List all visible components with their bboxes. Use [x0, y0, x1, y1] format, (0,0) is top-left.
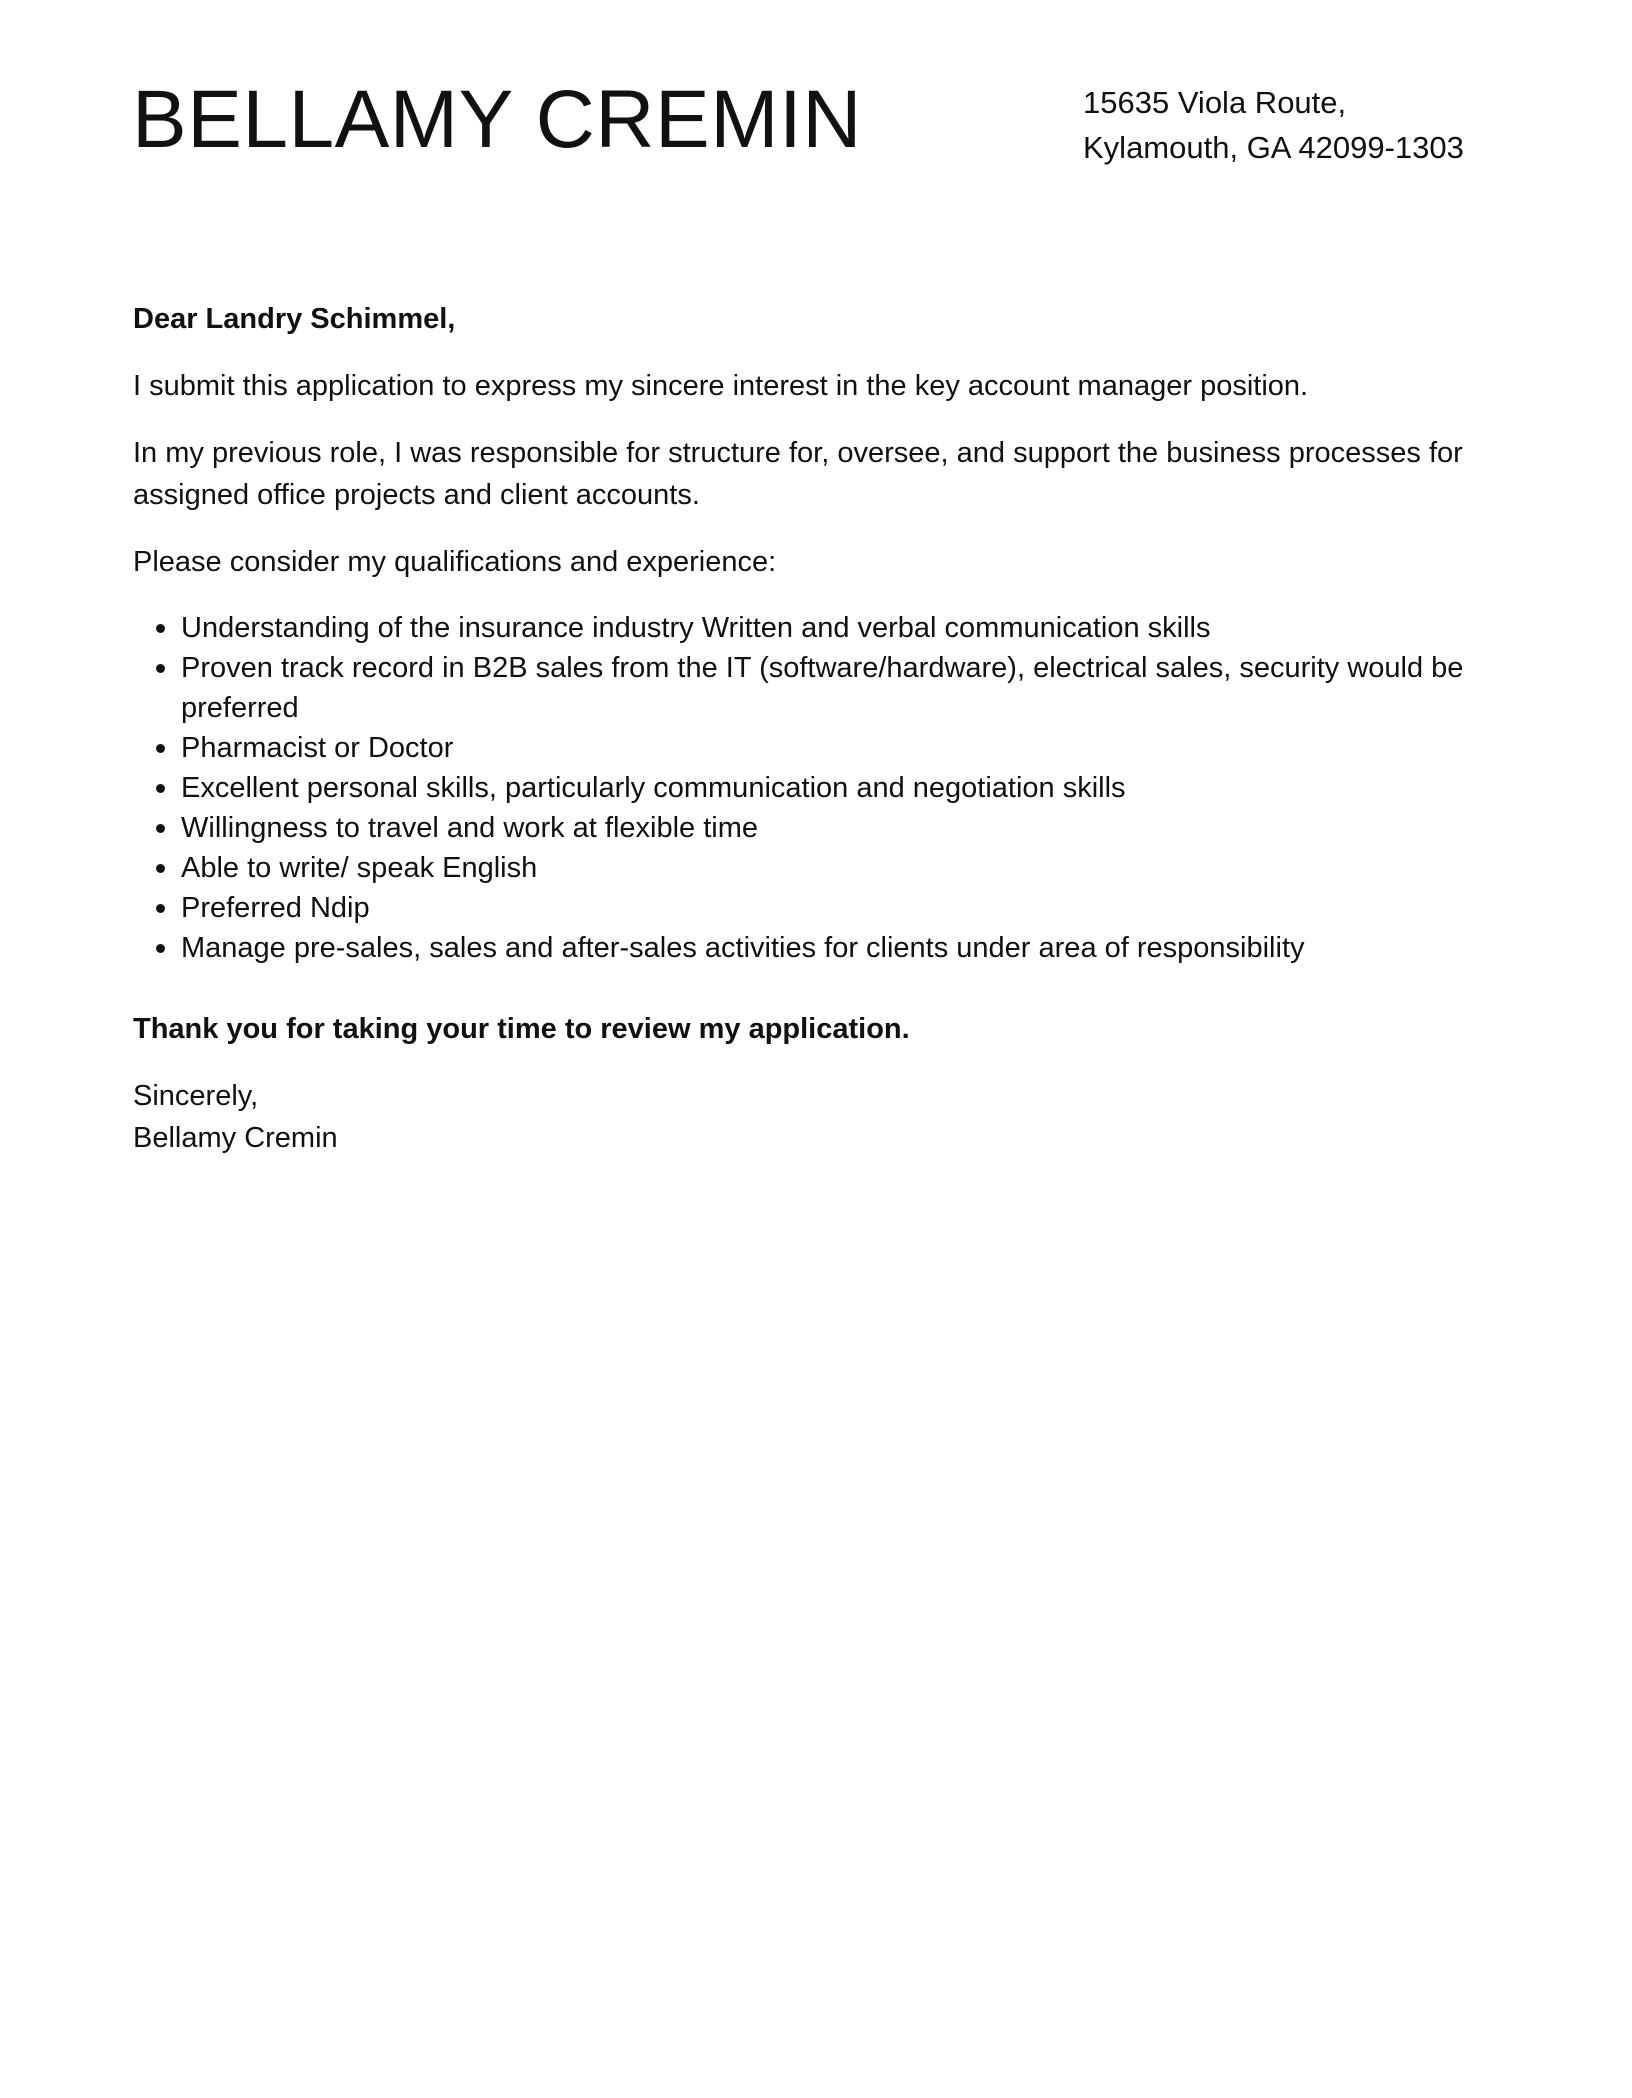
list-item: [133, 648, 1513, 728]
salutation: Dear Landry Schimmel,: [133, 303, 456, 335]
applicant-name: BELLAMY CREMIN: [132, 74, 863, 165]
qualifications-list: [133, 608, 1513, 968]
bullet-icon: [156, 664, 165, 673]
bullet-icon: [156, 864, 165, 873]
list-item-text: Proven track record in B2B sales from the IT (software/hardware), electrical sales, security would be preferred: [181, 652, 1464, 724]
bullet-icon: [156, 784, 165, 793]
list-item: [133, 808, 1513, 848]
list-item-text: Manage pre-sales, sales and after-sales activities for clients under area of responsibility: [181, 932, 1305, 964]
bullet-icon: [156, 624, 165, 633]
list-item-text: Willingness to travel and work at flexible time: [181, 812, 759, 844]
letter-body: [133, 298, 1513, 1159]
list-item-text: Pharmacist or Doctor: [181, 732, 454, 764]
closing: Sincerely,: [133, 1080, 259, 1112]
list-item: [133, 888, 1513, 928]
address-line-1: 15635 Viola Route,: [1083, 85, 1347, 120]
experience-paragraph: In my previous role, I was responsible for structure for, oversee, and support the business processes for assigned office projects and client accounts.: [133, 437, 1463, 511]
thank-you-line: Thank you for taking your time to review my application.: [133, 1013, 910, 1045]
list-item-text: Understanding of the insurance industry Written and verbal communication skills: [181, 612, 1211, 644]
list-item: [133, 928, 1513, 968]
qualifications-intro: Please consider my qualifications and experience:: [133, 546, 777, 578]
list-item: [133, 728, 1513, 768]
list-item: [133, 608, 1513, 648]
bullet-icon: [156, 824, 165, 833]
list-item: [133, 848, 1513, 888]
signature: Bellamy Cremin: [133, 1122, 338, 1154]
list-item-text: Preferred Ndip: [181, 892, 370, 924]
list-item-text: Excellent personal skills, particularly communication and negotiation skills: [181, 772, 1126, 804]
bullet-icon: [156, 744, 165, 753]
intro-paragraph: I submit this application to express my sincere interest in the key account manager position.: [133, 370, 1309, 402]
applicant-address: [1083, 80, 1464, 170]
address-line-2: Kylamouth, GA 42099-1303: [1083, 130, 1464, 165]
list-item-text: Able to write/ speak English: [181, 852, 538, 884]
bullet-icon: [156, 904, 165, 913]
list-item: [133, 768, 1513, 808]
bullet-icon: [156, 944, 165, 953]
